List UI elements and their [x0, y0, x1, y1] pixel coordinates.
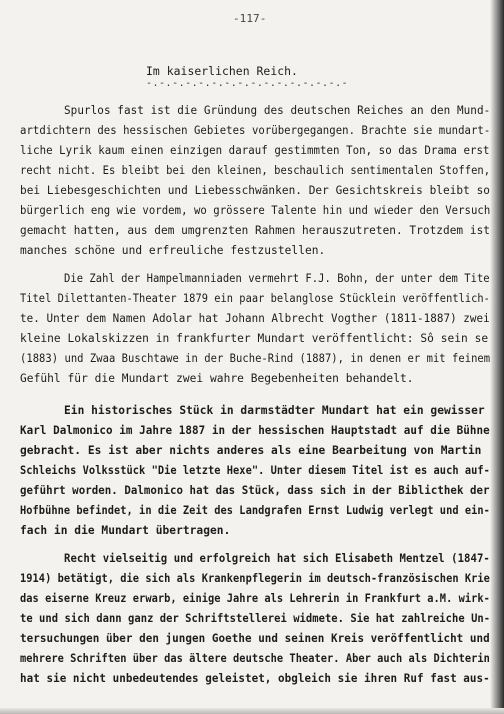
title-underline-decoration: -.-.-.-.-.-.-.-.-.-.-.-.-.-.-.- [146, 78, 349, 89]
paragraph-line: Schleichs Volksstück "Die letzte Hexe". Unter diesem Titel ist es auch auf- [20, 464, 490, 477]
paragraph-line: gemacht hatten, aus dem umgrenzten Rahmen herauszutreten. Trotzdem ist [20, 224, 490, 237]
paragraph-line: fach in die Mundart übertragen. [20, 524, 231, 537]
paragraph-line: hat sie nicht unbedeutendes geleistet, obgleich sie ihren Ruf fast aus- [20, 672, 490, 685]
paragraph-line: Recht vielseitig und erfolgreich hat sich Elisabeth Mentzel (1847- [64, 552, 490, 565]
paragraph-line: bürgerlich eng wie vordem, wo grössere Talente hin und wieder den Versuch [20, 204, 491, 217]
paragraph-line: te und sich dann ganz der Schriftstellerei widmete. Sie hat zahlreiche Un- [20, 612, 491, 625]
paragraph-line: mehrere Schriften über das ältere deutsche Theater. Aber auch als Dichterin [20, 652, 490, 665]
paragraph-line: recht nicht. Es bleibt bei den kleinen, beschaulich sentimentalen Stoffen, [20, 164, 491, 177]
paragraph-line: manches schöne und erfreuliche festzustellen. [20, 244, 326, 257]
paragraph-line: tersuchungen über den jungen Goethe und seinen Kreis veröffentlicht und [20, 632, 490, 645]
paragraph-line: 1914) betätigt, die sich als Krankenpflegerin im deutsch-französischen Krie [20, 572, 490, 585]
paragraph-line: kleine Lokalskizzen in frankfurter Mundart veröffentlicht: Sô sein se [20, 332, 489, 345]
scan-shadow-edge [490, 0, 504, 714]
paragraph-line: liche Lyrik kaum einen einzigen darauf gestimmten Ton, so das Drama erst [20, 144, 490, 157]
paragraph-line: (1883) und Zwaa Buschtawe in der Buche-Rind (1887), in denen er mit feinem [20, 352, 491, 365]
page-number: -117- [233, 12, 267, 25]
paragraph-line: Ein historisches Stück in darmstädter Mundart hat ein gewisser [64, 404, 485, 417]
paragraph-line: Hofbühne befindet, in die Zeit des Landgrafen Ernst Ludwig verlegt und ein- [20, 504, 490, 517]
paragraph-line: bei Liebesgeschichten und Liebesschwänken. Der Gesichtskreis bleibt so [20, 184, 490, 197]
paragraph-line: te. Unter dem Namen Adolar hat Johann Albrecht Vogther (1811-1887) zwei [20, 312, 490, 325]
paragraph-line: gebracht. Es ist aber nichts anderes als eine Bearbeitung von Martin [20, 444, 482, 457]
paragraph-line: Titel Dilettanten-Theater 1879 ein paar belanglose Stücklein veröffentlich- [20, 292, 490, 305]
paragraph-line: Gefühl für die Mundart zwei wahre Begebenheiten behandelt. [20, 372, 414, 385]
paragraph-line: Spurlos fast ist die Gründung des deutschen Reiches an den Mund- [64, 104, 491, 117]
paragraph-line: Karl Dalmonico im Jahre 1887 in der hessischen Hauptstadt auf die Bühne [20, 424, 490, 437]
scan-bottom-edge [0, 708, 504, 714]
paragraph-line: geführt worden. Dalmonico hat das Stück, dass sich in der Biblicthek der [20, 484, 490, 497]
paragraph-line: Die Zahl der Hampelmanniaden vermehrt F.J. Bohn, der unter dem Tite [64, 272, 490, 285]
paragraph-line: das eiserne Kreuz erwarb, einige Jahre als Lehrerin in Frankfurt a.M. wirk- [20, 592, 490, 605]
paragraph-line: artdichtern des hessischen Gebietes vorübergegangen. Brachte sie mundart- [20, 124, 491, 137]
section-title: Im kaiserlichen Reich. [146, 64, 298, 78]
